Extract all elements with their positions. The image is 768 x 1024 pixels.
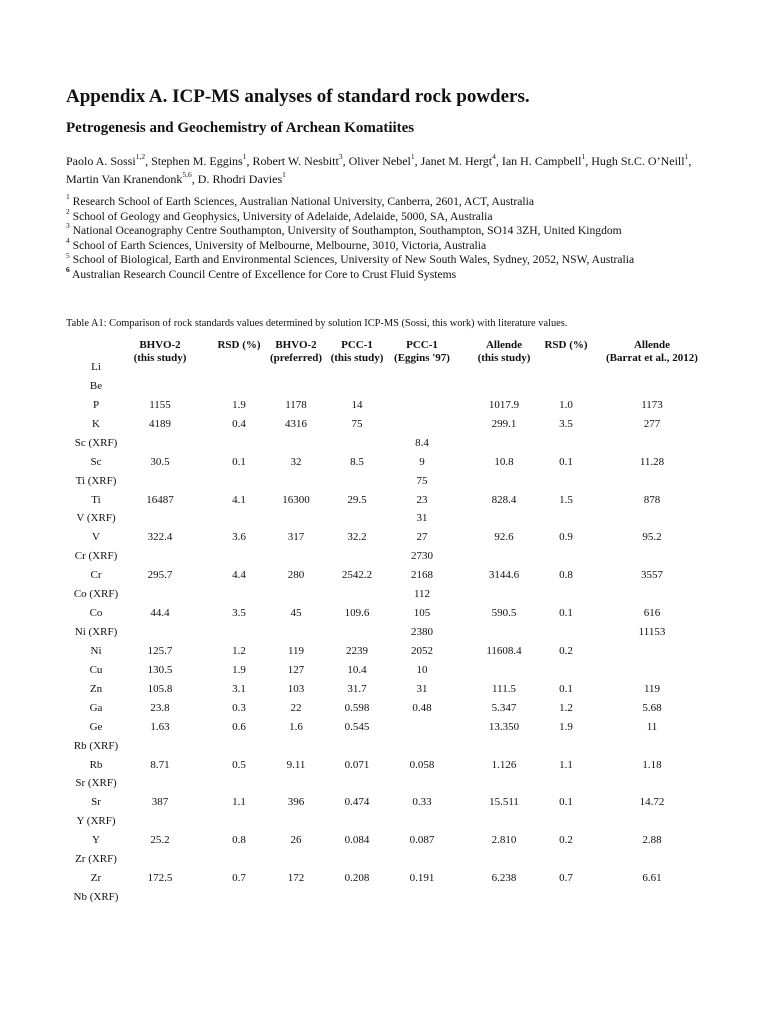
table-cell: 4316 — [285, 417, 307, 430]
table-cell: 0.071 — [344, 758, 370, 771]
table-cell: 45 — [290, 607, 302, 620]
table-cell: 0.1 — [559, 455, 573, 468]
table-row — [0, 815, 768, 831]
affiliation-text: Research School of Earth Sciences, Australian National University, Canberra, 2601, ACT, Australia — [69, 195, 535, 208]
table-cell: 75 — [351, 417, 363, 430]
row-label: Li — [91, 361, 101, 373]
author-separator: , — [414, 154, 421, 168]
table-cell: 0.1 — [559, 682, 573, 695]
table-cell: 1.126 — [491, 758, 517, 771]
table-cell: 1.9 — [232, 398, 246, 411]
author-affiliation-marker: 1 — [282, 170, 286, 179]
table-cell: 1.63 — [150, 720, 170, 733]
row-label: Cu — [89, 663, 103, 676]
column-header-line: RSD (%) — [217, 339, 261, 351]
author-separator: , — [246, 154, 253, 168]
table-cell: 3557 — [641, 569, 663, 582]
author-name: Hugh St.C. O’Neill — [591, 154, 685, 168]
row-label: V — [92, 531, 100, 544]
table-cell: 2.810 — [491, 834, 517, 847]
author-affiliation-marker: 1 — [410, 152, 415, 161]
column-header-line: (Barrat et al., 2012) — [606, 352, 698, 364]
table-row — [0, 380, 768, 396]
author-affiliation-marker: 3 — [338, 152, 343, 161]
author-separator: , — [495, 154, 502, 168]
table-row — [0, 494, 768, 510]
row-label: Be — [89, 379, 103, 392]
row-label: Ni — [90, 644, 102, 657]
column-header-line: BHVO-2 — [139, 339, 181, 351]
table-cell: 0.191 — [409, 872, 435, 885]
table-cell: 0.7 — [232, 872, 246, 885]
table-cell: 0.48 — [412, 701, 432, 714]
table-cell: 0.084 — [344, 834, 370, 847]
table-row — [0, 872, 768, 888]
table-cell: 23.8 — [150, 701, 170, 714]
row-label: Sc (XRF) — [74, 436, 118, 449]
table-cell: 3.6 — [232, 531, 246, 544]
table-cell: 109.6 — [344, 607, 370, 620]
table-row — [0, 437, 768, 453]
table-row — [0, 418, 768, 434]
table-row — [0, 759, 768, 775]
table-cell: 2168 — [411, 569, 433, 582]
table-cell: 0.6 — [232, 720, 246, 733]
table-cell: 3.5 — [232, 607, 246, 620]
table-cell: 1178 — [285, 398, 307, 411]
author-separator: , — [688, 154, 692, 168]
table-cell: 0.8 — [232, 834, 246, 847]
affiliation-line — [66, 250, 736, 268]
table-cell: 878 — [643, 493, 661, 506]
table-cell: 299.1 — [491, 417, 517, 430]
affiliation-text: School of Earth Sciences, University of Melbourne, Melbourne, 3010, Victoria, Australia — [69, 238, 487, 252]
table-cell: 44.4 — [150, 607, 170, 620]
author-affiliation-marker: 4 — [492, 152, 496, 161]
affiliation-line — [66, 221, 736, 239]
author-name: Janet M. Hergt — [420, 154, 493, 168]
row-label: Sc — [90, 455, 102, 468]
table-cell: 1.18 — [642, 758, 662, 771]
author-affiliation-marker: 1 — [581, 152, 586, 161]
table-cell: 322.4 — [147, 531, 173, 544]
table-cell: 2.88 — [642, 834, 662, 847]
column-header — [544, 339, 587, 352]
author-name: Paolo A. Sossi — [66, 154, 136, 168]
table-cell: 0.474 — [344, 796, 370, 809]
table-cell: 11153 — [638, 626, 666, 639]
table-cell: 277 — [643, 417, 661, 430]
table-row — [0, 361, 768, 377]
table-cell: 0.5 — [232, 758, 246, 771]
table-cell: 1017.9 — [488, 398, 520, 411]
table-cell: 387 — [151, 796, 169, 809]
affiliation-number: 2 — [66, 206, 70, 216]
row-label: Ti (XRF) — [75, 474, 117, 487]
table-cell: 317 — [287, 531, 305, 544]
table-cell: 828.4 — [491, 493, 517, 506]
column-header-line: PCC-1 — [406, 339, 438, 351]
row-label: Y — [92, 834, 100, 847]
table-cell: 11 — [646, 720, 658, 733]
table-cell: 3.1 — [232, 682, 246, 695]
table-row — [0, 645, 768, 661]
table-row — [0, 626, 768, 642]
table-caption: Table A1: Comparison of rock standards values determined by solution ICP-MS (Sossi, this work) with literature values. — [66, 318, 568, 329]
table-cell: 616 — [643, 607, 661, 620]
column-header-line: PCC-1 — [341, 339, 373, 351]
table-cell: 11608.4 — [486, 644, 522, 657]
column-header-line: Allende — [633, 339, 671, 351]
table-cell: 29.5 — [347, 493, 367, 506]
table-row — [0, 399, 768, 415]
table-cell: 1.0 — [559, 398, 573, 411]
table-cell: 2730 — [411, 550, 433, 563]
table-cell: 4.1 — [232, 493, 246, 506]
table-row — [0, 740, 768, 756]
column-header-line: (this study) — [133, 352, 187, 364]
table-cell: 27 — [416, 531, 428, 544]
table-row — [0, 777, 768, 793]
author-affiliation-marker: 1 — [242, 152, 247, 161]
row-label: K — [92, 417, 100, 430]
table-cell: 8.4 — [415, 436, 429, 449]
table-cell: 3144.6 — [488, 569, 520, 582]
table-cell: 1173 — [641, 398, 663, 411]
table-cell: 172 — [287, 872, 305, 885]
table-cell: 16300 — [282, 493, 310, 506]
row-label: Zr (XRF) — [75, 853, 117, 866]
row-label: Cr — [90, 569, 102, 582]
table-cell: 9.11 — [286, 758, 306, 771]
table-cell: 0.598 — [344, 701, 370, 714]
table-cell: 172.5 — [147, 872, 173, 885]
author-separator: , — [191, 172, 198, 186]
table-cell: 11.28 — [639, 455, 665, 468]
row-label: Ti — [91, 493, 101, 506]
table-cell: 0.1 — [232, 455, 246, 468]
row-label: Zn — [89, 682, 103, 695]
table-cell: 0.8 — [559, 569, 573, 582]
table-cell: 590.5 — [491, 607, 517, 620]
column-header-line: Allende — [485, 339, 523, 351]
table-cell: 112 — [413, 588, 431, 601]
table-cell: 105 — [413, 607, 431, 620]
author-name: Oliver Nebel — [348, 154, 411, 168]
column-header-line: (this study) — [477, 352, 531, 364]
appendix-title: Appendix A. ICP-MS analyses of standard rock powders. — [66, 86, 530, 107]
table-cell: 127 — [287, 663, 305, 676]
table-cell: 14 — [351, 398, 363, 411]
table-cell: 8.71 — [150, 758, 170, 771]
author-list — [66, 152, 716, 188]
table-cell: 1.1 — [559, 758, 573, 771]
table-cell: 15.511 — [489, 796, 519, 809]
author-affiliation-marker: 1 — [684, 152, 689, 161]
author-name: Martin Van Kranendonk — [66, 172, 183, 186]
table-row — [0, 550, 768, 566]
table-cell: 1.9 — [232, 663, 246, 676]
column-header-line: (this study) — [330, 352, 384, 364]
table-cell: 130.5 — [147, 663, 173, 676]
affiliation-number: 5 — [66, 250, 70, 260]
affiliation-text: National Oceanography Centre Southampton, University of Southampton, Southampton, SO14 3ZH, United Kingdom — [69, 224, 622, 238]
table-cell: 2380 — [411, 626, 433, 639]
table-row — [0, 569, 768, 585]
table-cell: 5.68 — [642, 701, 662, 714]
table-cell: 0.087 — [409, 834, 435, 847]
table-cell: 25.2 — [150, 834, 170, 847]
table-cell: 1.9 — [559, 720, 573, 733]
table-cell: 111.5 — [492, 682, 516, 695]
table-cell: 119 — [643, 682, 661, 695]
table-row — [0, 702, 768, 718]
table-cell: 0.2 — [559, 834, 573, 847]
column-header-line: BHVO-2 — [275, 339, 317, 351]
column-header-line: (Eggins '97) — [394, 352, 450, 364]
table-cell: 1.2 — [232, 644, 246, 657]
row-label: Co — [89, 607, 103, 620]
affiliation-number: 6 — [66, 265, 70, 275]
row-label: Y (XRF) — [76, 815, 116, 828]
table-cell: 3.5 — [559, 417, 573, 430]
table-cell: 0.3 — [232, 701, 246, 714]
author-name: Ian H. Campbell — [501, 154, 582, 168]
row-label: Co (XRF) — [73, 588, 119, 601]
affiliation-text: School of Geology and Geophysics, University of Adelaide, Adelaide, 5000, SA, Australia — [69, 209, 493, 223]
table-cell: 396 — [287, 796, 305, 809]
table-cell: 32.2 — [347, 531, 367, 544]
table-cell: 6.61 — [642, 872, 662, 885]
table-row — [0, 475, 768, 491]
table-row — [0, 853, 768, 869]
author-affiliation-marker: 1,2 — [135, 152, 146, 161]
paper-title: Petrogenesis and Geochemistry of Archean Komatiites — [66, 120, 415, 136]
affiliation-line — [66, 235, 736, 254]
table-cell: 10.8 — [494, 455, 514, 468]
table-cell: 1.2 — [559, 701, 573, 714]
table-row — [0, 796, 768, 812]
affiliation-number: 3 — [66, 221, 70, 231]
table-cell: 13.350 — [488, 720, 520, 733]
table-cell: 32 — [290, 455, 302, 468]
table-cell: 105.8 — [147, 682, 173, 695]
table-cell: 0.208 — [344, 872, 370, 885]
table-cell: 0.058 — [409, 758, 435, 771]
row-label: Nb (XRF) — [73, 891, 119, 904]
row-label: Rb (XRF) — [73, 739, 119, 752]
row-label: Rb — [89, 758, 103, 771]
table-cell: 2542.2 — [341, 569, 373, 582]
author-separator: , — [585, 154, 592, 168]
table-row — [0, 683, 768, 699]
table-cell: 2052 — [411, 644, 433, 657]
table-cell: 1.6 — [289, 720, 303, 733]
table-cell: 95.2 — [642, 531, 662, 544]
table-cell: 16487 — [146, 493, 174, 506]
author-name: D. Rhodri Davies — [197, 172, 283, 186]
column-header-line: (preferred) — [269, 352, 323, 364]
table-cell: 4.4 — [232, 569, 246, 582]
row-label: Sr (XRF) — [75, 777, 117, 790]
table-cell: 23 — [416, 493, 428, 506]
table-row — [0, 456, 768, 472]
row-label: Sr — [91, 796, 101, 809]
table-cell: 0.33 — [412, 796, 432, 809]
author-affiliation-marker: 5,6 — [182, 170, 192, 179]
table-cell: 119 — [287, 644, 305, 657]
table-cell: 30.5 — [150, 455, 170, 468]
table-cell: 0.1 — [559, 607, 573, 620]
table-cell: 125.7 — [147, 644, 173, 657]
row-label: P — [92, 398, 100, 411]
table-cell: 103 — [287, 682, 305, 695]
table-cell: 10 — [416, 663, 428, 676]
table-cell: 31 — [416, 682, 428, 695]
affiliation-line — [66, 192, 736, 210]
affiliation-number: 4 — [66, 235, 70, 245]
table-row — [0, 664, 768, 680]
table-cell: 10.4 — [347, 663, 367, 676]
affiliation-text: School of Biological, Earth and Environmental Sciences, University of New South Wales, Sydney, 2052, NSW, Australia — [69, 253, 635, 267]
affiliation-text: Australian Research Council Centre of Excellence for Core to Crust Fluid Systems — [69, 267, 457, 281]
table-row — [0, 531, 768, 547]
row-label: Zr — [90, 872, 102, 885]
row-label: Ge — [89, 720, 103, 733]
table-cell: 1.1 — [232, 796, 246, 809]
table-cell: 0.4 — [232, 417, 246, 430]
table-cell: 92.6 — [494, 531, 514, 544]
row-label: Ni (XRF) — [74, 626, 118, 639]
table-cell: 22 — [290, 701, 302, 714]
table-cell: 2239 — [346, 644, 368, 657]
table-row — [0, 891, 768, 907]
table-cell: 280 — [287, 569, 305, 582]
table-cell: 1155 — [149, 398, 171, 411]
author-name: Robert W. Nesbitt — [252, 154, 339, 168]
affiliation-line — [66, 265, 736, 283]
author-separator: , — [342, 154, 349, 168]
table-cell: 75 — [416, 474, 428, 487]
affiliation-number: 1 — [66, 192, 70, 202]
row-label: Cr (XRF) — [74, 550, 118, 563]
table-cell: 0.545 — [344, 720, 370, 733]
column-header — [217, 339, 260, 352]
table-cell: 4189 — [149, 417, 171, 430]
table-cell: 14.72 — [639, 796, 665, 809]
affiliation-line — [66, 206, 736, 225]
table-cell: 0.7 — [559, 872, 573, 885]
author-separator: , — [145, 154, 152, 168]
row-label: V (XRF) — [76, 512, 116, 525]
table-row — [0, 834, 768, 850]
table-cell: 1.5 — [559, 493, 573, 506]
table-row — [0, 607, 768, 623]
column-header-line: RSD (%) — [544, 339, 588, 351]
table-cell: 0.2 — [559, 644, 573, 657]
table-cell: 0.1 — [559, 796, 573, 809]
table-cell: 26 — [290, 834, 302, 847]
table-cell: 295.7 — [147, 569, 173, 582]
affiliation-list — [66, 192, 736, 283]
table-cell: 9 — [419, 455, 425, 468]
table-row — [0, 721, 768, 737]
table-cell: 0.9 — [559, 531, 573, 544]
table-cell: 31 — [416, 512, 428, 525]
table-row — [0, 588, 768, 604]
table-row — [0, 512, 768, 528]
row-label: Ga — [89, 701, 103, 714]
table-cell: 5.347 — [491, 701, 517, 714]
table-cell: 31.7 — [347, 682, 367, 695]
table-cell: 6.238 — [491, 872, 517, 885]
author-name: Stephen M. Eggins — [151, 154, 243, 168]
table-cell: 8.5 — [350, 455, 364, 468]
